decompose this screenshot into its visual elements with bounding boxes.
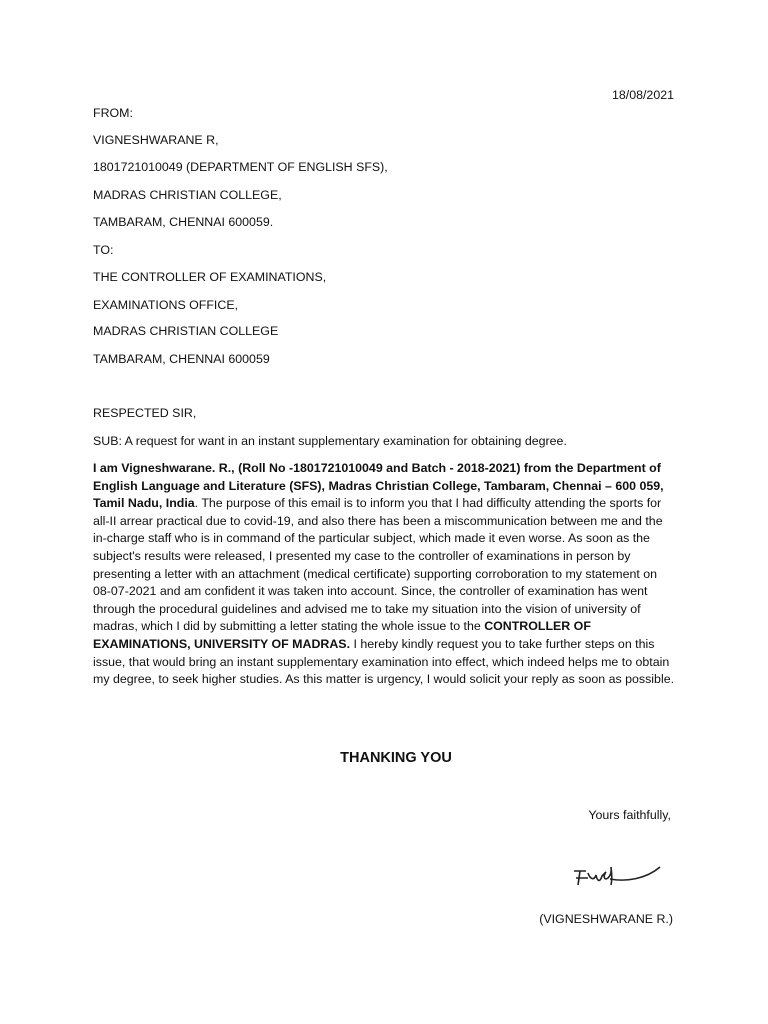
from-line-roll: 1801721010049 (DEPARTMENT OF ENGLISH SFS), [93, 160, 388, 174]
body-bold-intro: I am Vigneshwarane. R., (Roll No -1801721010049 and Batch - 2018-2021) from the Department of English Language and Literature (SFS), Madras Christian College, Tambaram, Chennai – 600 059, Tamil Nadu, India [93, 461, 664, 511]
body-bold-controller: CONTROLLER OF EXAMINATIONS, UNIVERSITY OF MADRAS. [93, 619, 591, 651]
body-paragraph [93, 460, 677, 689]
closing-yours-faithfully: Yours faithfully, [588, 808, 671, 822]
to-line-controller: THE CONTROLLER OF EXAMINATIONS, [93, 270, 327, 284]
from-line-college: MADRAS CHRISTIAN COLLEGE, [93, 188, 282, 202]
from-label: FROM: [93, 106, 133, 120]
signature-image [566, 845, 666, 890]
subject-line: SUB: A request for want in an instant supplementary examination for obtaining degree. [93, 434, 567, 448]
thanking-you: THANKING YOU [340, 750, 452, 766]
to-line-city: TAMBARAM, CHENNAI 600059 [93, 352, 270, 366]
body-text-2: I hereby kindly request you to take further steps on this issue, that would bring an instant supplementary examination into effect, which indeed helps me to obtain my degree, to seek higher studies. As this matter is urgency, I would solicit your reply as soon as possible. [93, 636, 675, 687]
letter-date: 18/08/2021 [611, 88, 674, 102]
from-line-name: VIGNESHWARANE R, [93, 133, 219, 147]
to-line-office: EXAMINATIONS OFFICE, [93, 298, 239, 312]
to-line-college: MADRAS CHRISTIAN COLLEGE [93, 324, 279, 338]
salutation: RESPECTED SIR, [93, 406, 197, 420]
from-line-city: TAMBARAM, CHENNAI 600059. [93, 215, 274, 229]
body-text-1: . The purpose of this email is to inform you that I had difficulty attending the sports for all-II arrear practical due to covid-19, and also there has been a miscommunication between me and the in-charge staff who is in command of the particular subject, which made it even worse. As soon as the subject's results were released, I presented my case to the controller of examinations in person by presenting a letter with an attachment (medical certificate) supporting corroboration to my statement on 08-07-2021 and am confident it was taken into account. Since, the controller of examination has went through the procedural guidelines and advised me to take my situation into the vision of university of madras, which I did by submitting a letter stating the whole issue to the [93, 496, 663, 634]
to-label: TO: [93, 243, 114, 257]
signer-name: (VIGNESHWARANE R.) [539, 912, 673, 926]
